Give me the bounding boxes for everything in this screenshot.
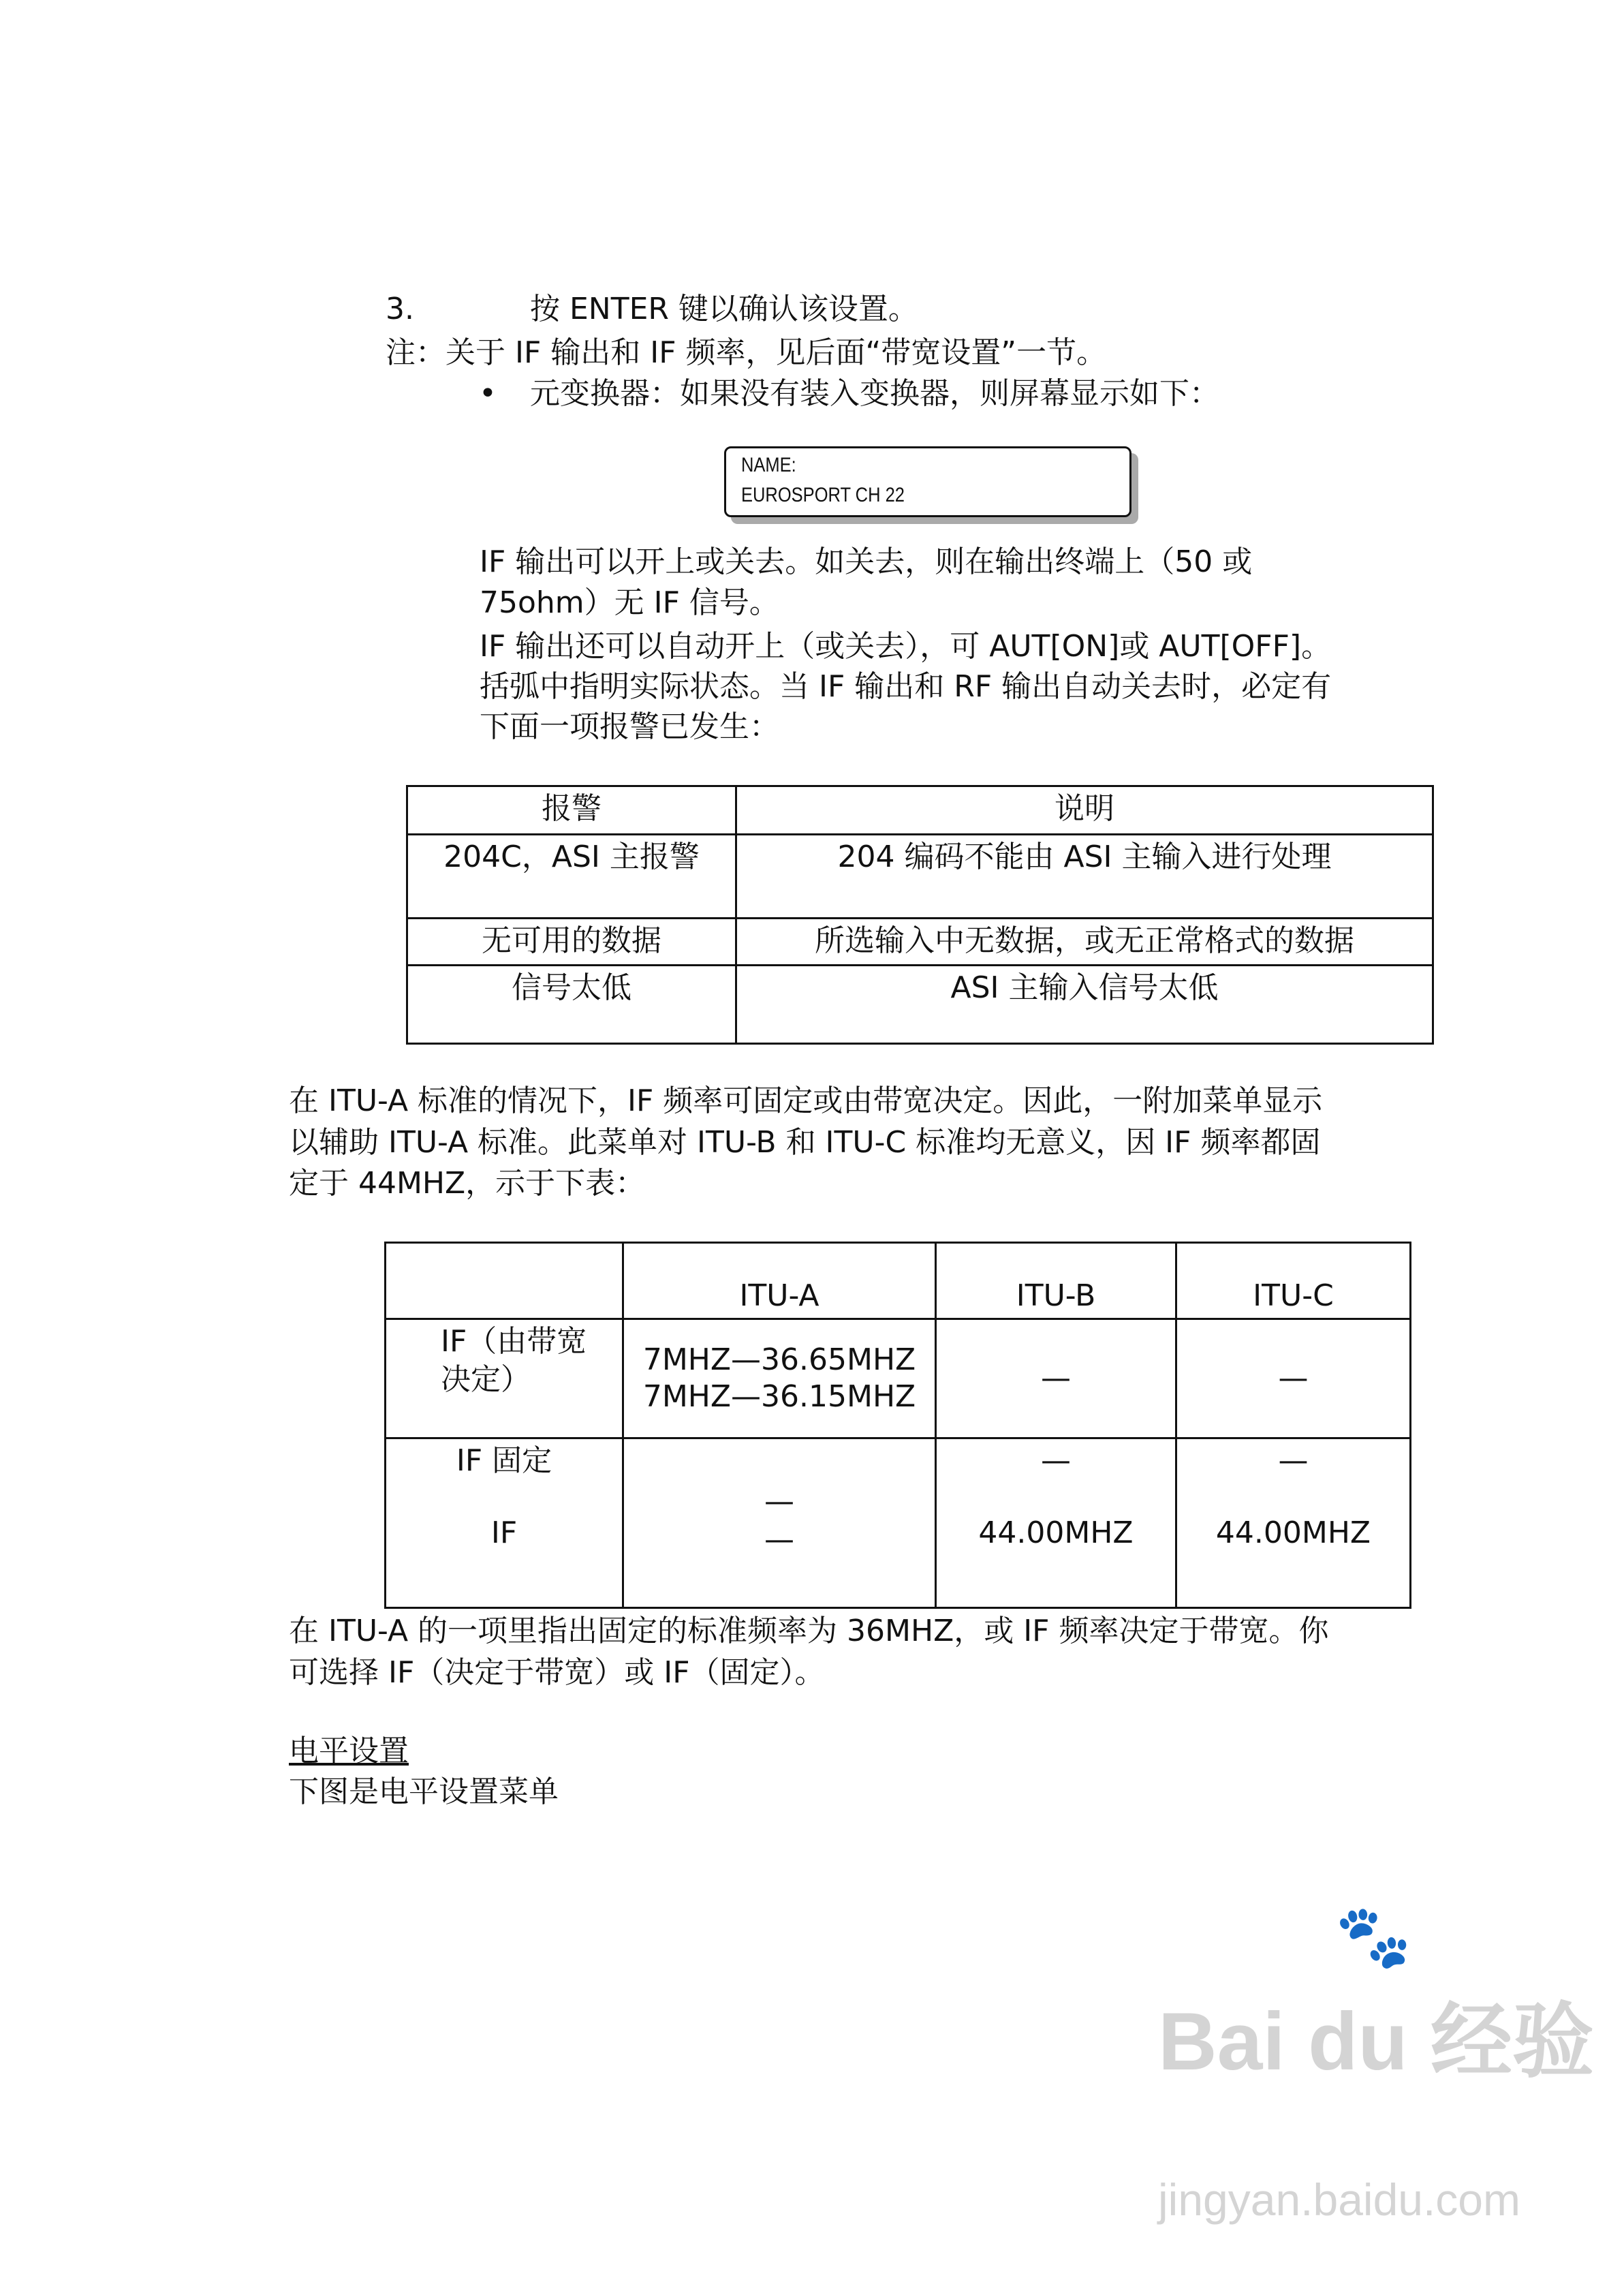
section-text: 下图是电平设置菜单 (289, 1774, 559, 1809)
table-row (407, 966, 1433, 1044)
paw-logo-icon: 🐾 (1335, 1903, 1412, 1971)
table-header-row (407, 786, 1433, 835)
header-empty (386, 1243, 623, 1319)
header-itu-a: ITU-A (623, 1243, 936, 1319)
itu-a-value: 7MHZ—36.15MHZ (642, 1379, 916, 1414)
step-text: 按 ENTER 键以确认该设置。 (530, 292, 918, 326)
table-header-row (386, 1243, 1411, 1319)
itu-a-value: — (764, 1484, 794, 1519)
para3-line: 可选择 IF（决定于带宽）或 IF（固定）。 (289, 1655, 825, 1690)
if-table (384, 1242, 1411, 1609)
para1-line: IF 输出可以开上或关去。如关去，则在输出终端上（50 或 (480, 544, 1253, 579)
itu-b-value: — (1041, 1443, 1071, 1478)
step-number: 3. (386, 292, 414, 326)
desc-cell: 所选输入中无数据，或无正常格式的数据 (736, 919, 1433, 966)
watermark-brand: Bai du 经验 (1158, 1996, 1595, 2087)
table-row (407, 835, 1433, 919)
para2-line: 以辅助 ITU-A 标准。此菜单对 ITU-B 和 ITU-C 标准均无意义，因 IF 频率都固 (289, 1125, 1321, 1160)
table-row (386, 1319, 1411, 1438)
para2-line: 定于 44MHZ，示于下表： (289, 1166, 646, 1201)
row-label: IF (490, 1515, 518, 1550)
alarm-cell: 信号太低 (407, 966, 736, 1044)
section-title: 电平设置 (289, 1734, 409, 1768)
alarm-table (406, 785, 1434, 1045)
lcd-line-1: NAME: (741, 454, 796, 476)
para1-line: 下面一项报警已发生： (480, 709, 779, 744)
row-label: IF（由带宽决定） (386, 1319, 623, 1438)
desc-cell: ASI 主输入信号太低 (736, 966, 1433, 1044)
header-desc: 说明 (736, 786, 1433, 835)
table-row (386, 1438, 1411, 1608)
row-label: IF 固定 (456, 1443, 552, 1478)
itu-c-value: — (1176, 1319, 1411, 1438)
bullet-text: 元变换器：如果没有装入变换器，则屏幕显示如下： (530, 376, 1219, 411)
itu-c-value: — (1278, 1443, 1309, 1478)
para1-line: IF 输出还可以自动开上（或关去），可 AUT[ON]或 AUT[OFF]。 (480, 629, 1332, 664)
watermark-url: jingyan.baidu.com (1158, 2174, 1520, 2225)
itu-a-value: 7MHZ—36.65MHZ (642, 1342, 916, 1377)
desc-cell: 204 编码不能由 ASI 主输入进行处理 (736, 835, 1433, 919)
para2-line: 在 ITU-A 标准的情况下，IF 频率可固定或由带宽决定。因此，一附加菜单显示 (289, 1083, 1323, 1118)
bullet-icon: • (479, 376, 497, 411)
para1-line: 75ohm）无 IF 信号。 (480, 585, 779, 620)
lcd-line-2: EUROSPORT CH 22 (741, 484, 905, 506)
alarm-cell: 204C，ASI 主报警 (407, 835, 736, 919)
lcd-display (724, 446, 1131, 517)
header-alarm: 报警 (407, 786, 736, 835)
itu-b-value: — (936, 1319, 1176, 1438)
note-text: 注：关于 IF 输出和 IF 频率，见后面“带宽设置”一节。 (386, 335, 1107, 370)
itu-c-value: 44.00MHZ (1215, 1515, 1371, 1550)
alarm-cell: 无可用的数据 (407, 919, 736, 966)
para1-line: 括弧中指明实际状态。当 IF 输出和 RF 输出自动关去时，必定有 (480, 669, 1332, 704)
itu-b-value: 44.00MHZ (978, 1515, 1134, 1550)
header-itu-c: ITU-C (1176, 1243, 1411, 1319)
table-row (407, 919, 1433, 966)
para3-line: 在 ITU-A 的一项里指出固定的标准频率为 36MHZ，或 IF 频率决定于带宽。你 (289, 1614, 1329, 1648)
itu-a-value: — (764, 1522, 794, 1557)
header-itu-b: ITU-B (936, 1243, 1176, 1319)
